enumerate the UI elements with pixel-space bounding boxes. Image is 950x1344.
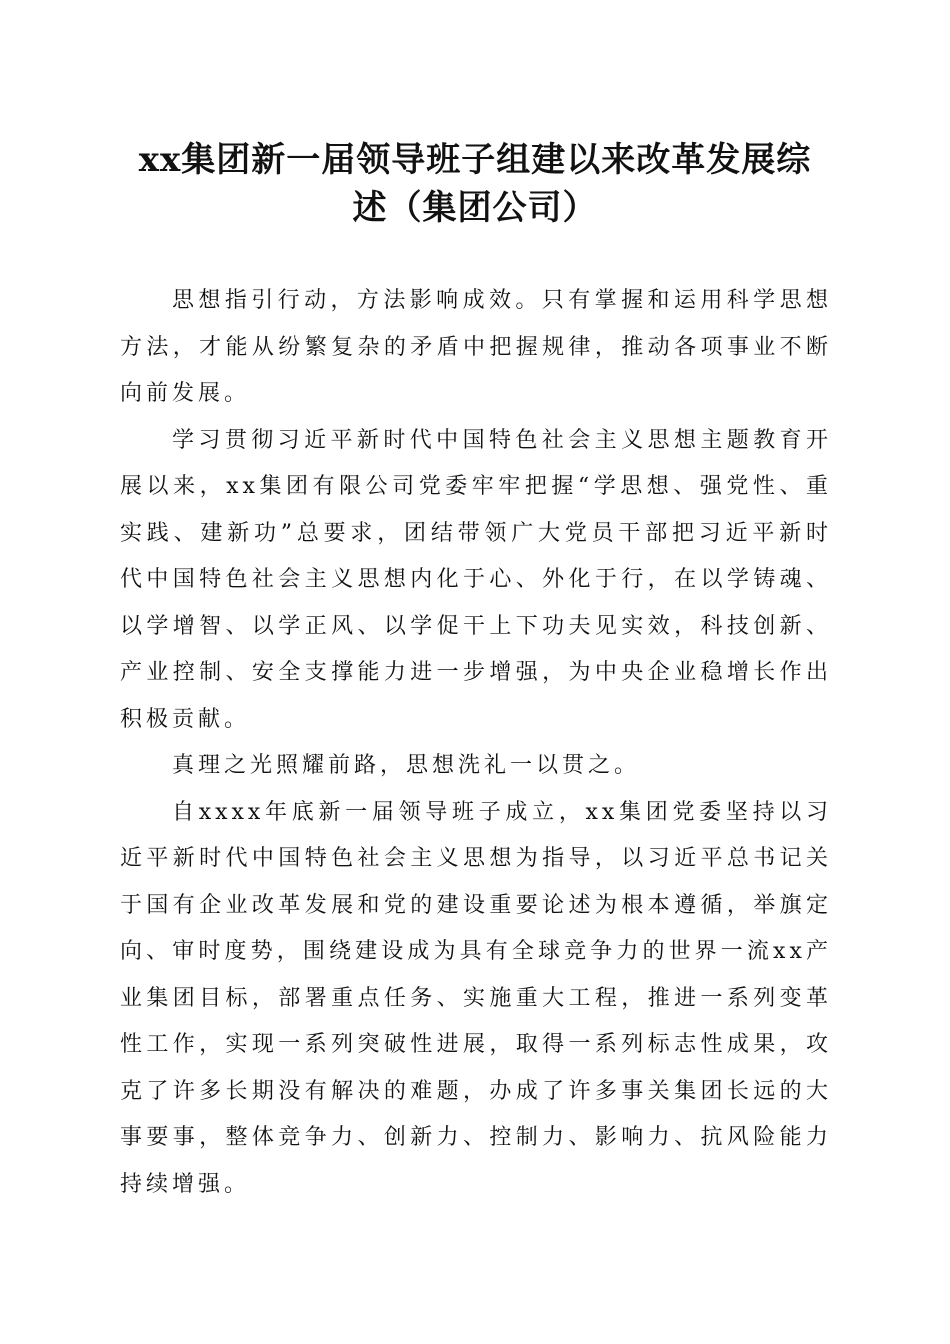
- title-line-2: 述（集团公司）: [352, 188, 598, 228]
- paragraph: 学习贯彻习近平新时代中国特色社会主义思想主题教育开展以来，xx集团有限公司党委牢牢把握“学思想、强党性、重实践、建新功”总要求，团结带领广大党员干部把习近平新时代中国特色社会主义思想内化于心、外化于行，在以学铸魂、以学增智、以学正风、以学促干上下功夫见实效，科技创新、产业控制、安全支撑能力进一步增强，为中央企业稳增长作出积极贡献。: [120, 427, 832, 732]
- paragraph: 思想指引行动，方法影响成效。只有掌握和运用科学思想方法，才能从纷繁复杂的矛盾中把握规律，推动各项事业不断向前发展。: [120, 288, 832, 406]
- paragraph: 自xxxx年底新一届领导班子成立，xx集团党委坚持以习近平新时代中国特色社会主义思想为指导，以习近平总书记关于国有企业改革发展和党的建设重要论述为根本遵循，举旗定向、审时度势，围绕建设成为具有全球竞争力的世界一流xx产业集团目标，部署重点任务、实施重大工程，推进一系列变革性工作，实现一系列突破性进展，取得一系列标志性成果，攻克了许多长期没有解决的难题，办成了许多事关集团长远的大事要事，整体竞争力、创新力、控制力、影响力、抗风险能力持续增强。: [120, 799, 832, 1197]
- paragraph: 真理之光照耀前路，思想洗礼一以贯之。: [172, 753, 641, 778]
- document-body: [120, 278, 832, 1208]
- title-line-1: xx集团新一届领导班子组建以来改革发展综: [138, 140, 812, 180]
- document-title: [100, 136, 850, 232]
